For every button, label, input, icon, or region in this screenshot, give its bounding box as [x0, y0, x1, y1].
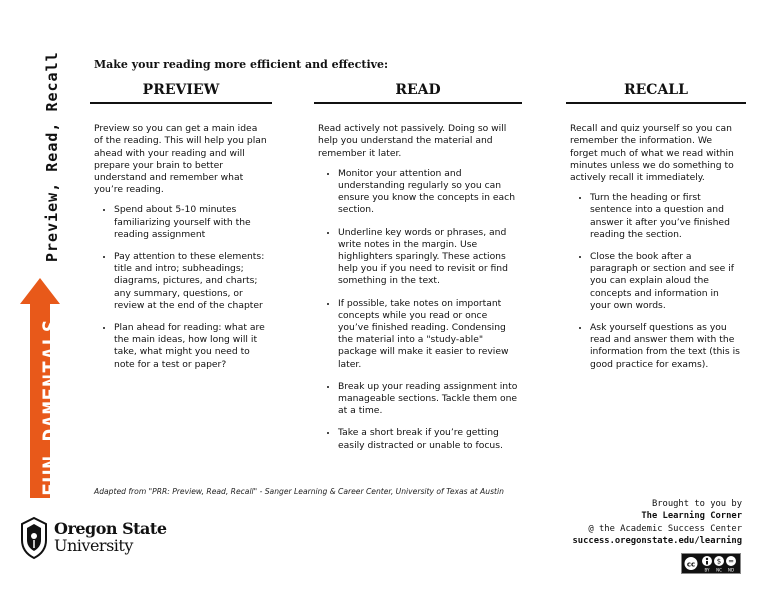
- source-credit: Adapted from "PRR: Preview, Read, Recall" - Sanger Learning & Career Center, University of Texas at Austin: [94, 487, 504, 496]
- list-item: • Underline key words or phrases, and write notes in the margin. Use highlighters sparingly. These actions help you if you need to revisit or find something in the text.: [338, 227, 522, 288]
- list-item: • Turn the heading or first sentence into a question and answer it after you’ve finished reading the section.: [590, 192, 746, 241]
- svg-text:=: =: [728, 557, 734, 566]
- logo-line-1: Oregon State: [54, 519, 167, 538]
- column-heading: READ: [314, 84, 522, 104]
- list-item: • Pay attention to these elements: title and intro; subheadings; diagrams, pictures, and charts; any summary, questions, or review at the end of the chapter: [114, 251, 272, 312]
- learning-corner-label: The Learning Corner: [641, 511, 742, 522]
- list-item: • If possible, take notes on important concepts while you read or once you’ve finished reading. Condensing the material into a "study-able" package will make it easier to review later.: [338, 298, 522, 371]
- column-intro: Preview so you can get a main idea of the reading. This will help you plan ahead with your reading and will prepare your brain to better understand and remember what you’re reading.: [94, 123, 267, 196]
- list-item: • Close the book after a paragraph or section and see if you can explain aloud the concepts and information in your own words.: [590, 251, 746, 312]
- website-link[interactable]: success.oregonstate.edu/learning: [572, 536, 742, 547]
- cc-label: NC: [716, 567, 722, 573]
- svg-text:cc: cc: [686, 560, 696, 569]
- fun-damentals-label: FUN-DAMENTALS: [39, 318, 63, 496]
- column-heading: PREVIEW: [90, 84, 272, 104]
- brought-line: Brought to you by: [651, 499, 742, 509]
- list-item: • Monitor your attention and understanding regularly so you can ensure you know the concepts in each section.: [338, 168, 522, 217]
- read-column: [314, 84, 522, 462]
- bullet-list: [314, 168, 522, 452]
- column-heading: RECALL: [566, 84, 746, 104]
- bullet-list: [90, 204, 272, 370]
- cc-by-nc-nd-icon: [681, 553, 741, 574]
- cc-label: ND: [727, 567, 735, 573]
- bullet-list: [566, 192, 746, 371]
- tagline: Make your reading more efficient and effective:: [94, 58, 389, 71]
- brought-line: @ the Academic Success Center: [588, 523, 742, 534]
- column-intro: Recall and quiz yourself so you can remember the information. We forget much of what we read within minutes unless we do something to actively recall it immediately.: [570, 123, 734, 184]
- logo-wordmark: [54, 520, 167, 554]
- preview-column: [90, 84, 272, 381]
- brought-to-you-block: [573, 498, 742, 548]
- recall-column: [566, 84, 746, 381]
- prr-label: Preview, Read, Recall: [43, 51, 61, 262]
- column-intro: Read actively not passively. Doing so will help you understand the material and remember it later.: [318, 123, 507, 159]
- osu-logo: [18, 514, 168, 562]
- cc-label: BY: [704, 567, 710, 573]
- osu-seal-icon: [18, 516, 50, 560]
- vertical-banner: [16, 30, 72, 500]
- list-item: • Ask yourself questions as you read and answer them with the information from the text (this is good practice for exams).: [590, 322, 746, 371]
- list-item: • Spend about 5-10 minutes familiarizing yourself with the reading assignment: [114, 204, 272, 241]
- list-item: • Break up your reading assignment into manageable sections. Tackle them one at a time.: [338, 381, 522, 418]
- svg-text:$: $: [716, 557, 722, 566]
- logo-line-2: University: [54, 536, 133, 555]
- list-item: • Take a short break if you’re getting easily distracted or unable to focus.: [338, 427, 522, 451]
- list-item: • Plan ahead for reading: what are the main ideas, how long will it take, what might you need to note for a test or paper?: [114, 322, 272, 371]
